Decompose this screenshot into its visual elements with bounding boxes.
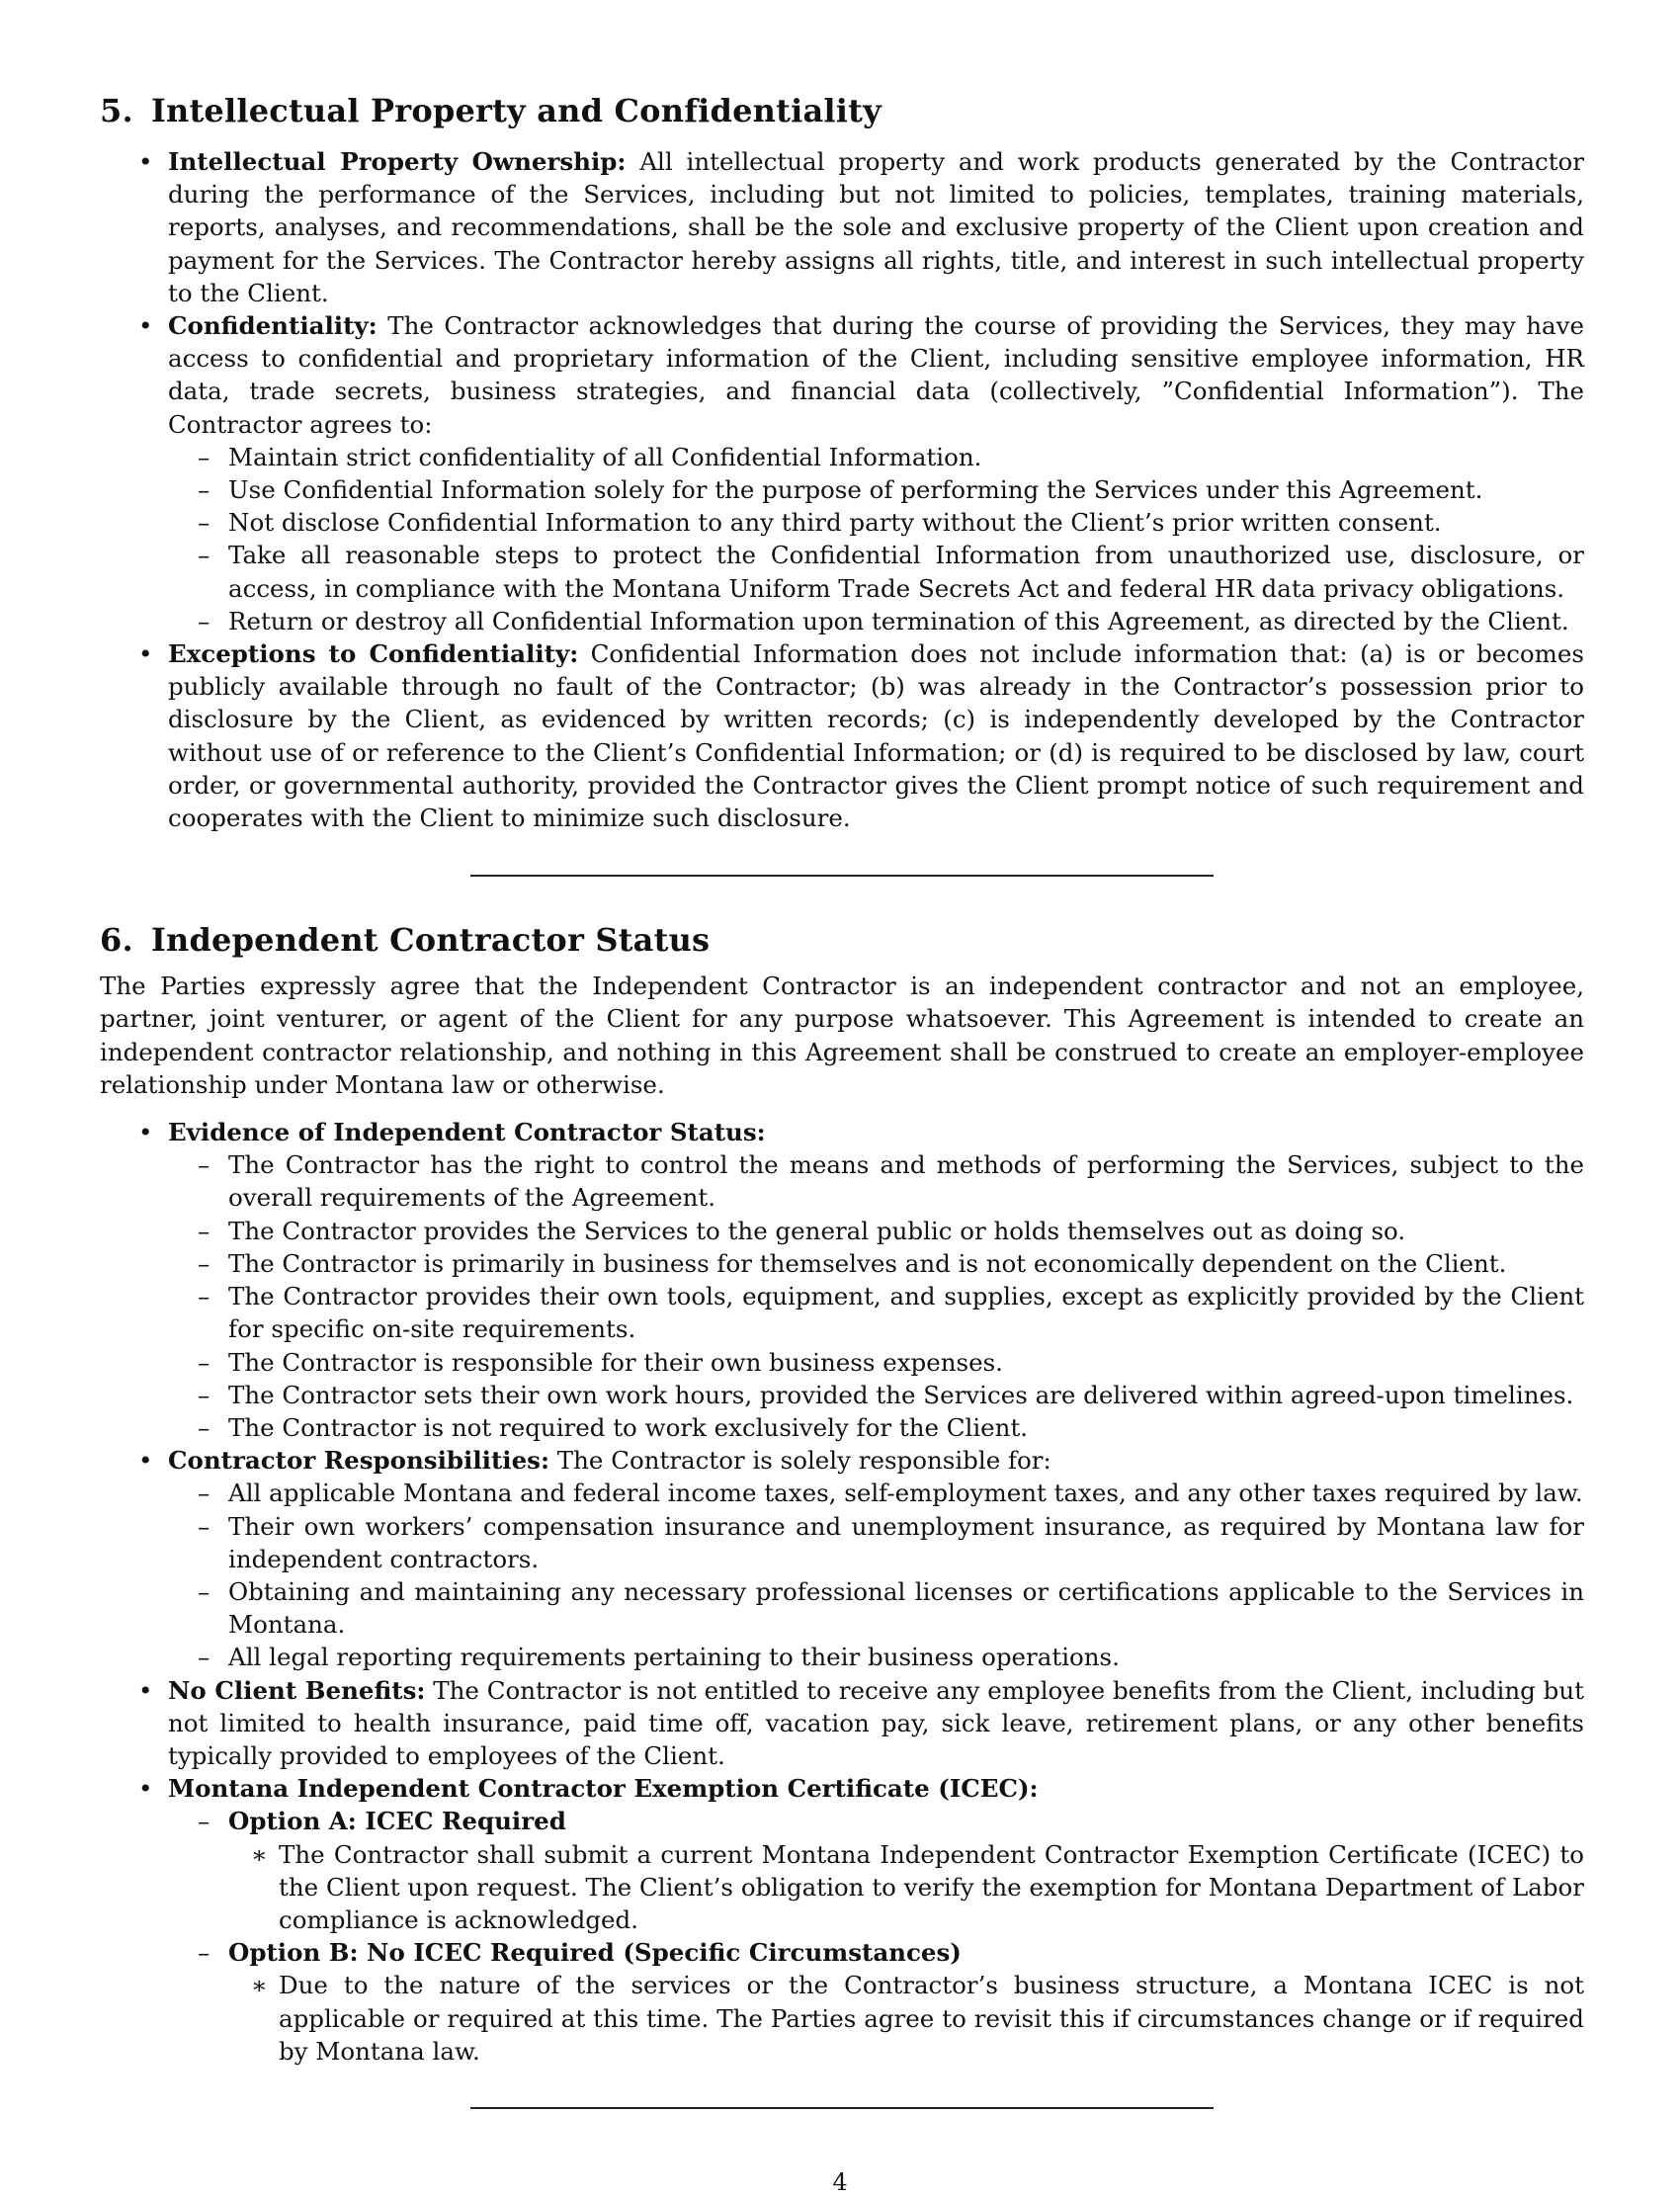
item-text: The Contractor is solely responsible for: xyxy=(549,1446,1051,1476)
list-item xyxy=(100,1444,1584,1673)
asterisk-marker: ∗ xyxy=(251,1971,268,2000)
page-number: 4 xyxy=(832,2168,848,2196)
option-label: Option A: ICEC Required xyxy=(228,1807,566,1836)
sub-item xyxy=(100,441,1584,473)
list-item xyxy=(100,1116,1584,1444)
document-page xyxy=(100,91,1584,2109)
sub-item xyxy=(100,1510,1584,1575)
sub-item-text: The Contractor has the right to control the means and methods of performing the Services, subject to the overall requirements of the Agreement. xyxy=(228,1150,1584,1213)
sub-list xyxy=(168,1148,1584,1444)
dash-marker: – xyxy=(198,1150,210,1180)
sub-item xyxy=(100,1936,1584,2068)
list-item xyxy=(100,637,1584,834)
section-heading xyxy=(100,920,1584,960)
dash-marker: – xyxy=(198,1412,210,1442)
section-title: Intellectual Property and Confidentiality xyxy=(150,92,882,129)
item-label: No Client Benefits: xyxy=(168,1675,426,1705)
sub-item-text: All legal reporting requirements pertaining to their business operations. xyxy=(228,1643,1120,1672)
bullet-marker: • xyxy=(138,311,153,341)
sub-list xyxy=(168,441,1584,637)
dash-marker: – xyxy=(198,508,210,538)
sub-item xyxy=(100,1148,1584,1214)
sub-sub-list xyxy=(228,1838,1584,1937)
sub-item-text: The Contractor is primarily in business for themselves and is not economically dependent on the Client. xyxy=(228,1248,1507,1278)
sub-list xyxy=(168,1477,1584,1673)
sub-item-text: All applicable Montana and federal income taxes, self-employment taxes, and any other taxes required by law. xyxy=(228,1479,1583,1508)
bullet-marker: • xyxy=(138,1675,153,1705)
dash-marker: – xyxy=(198,1938,210,1968)
sub-item xyxy=(100,1247,1584,1280)
bullet-marker: • xyxy=(138,147,153,176)
sub-item xyxy=(100,1379,1584,1411)
sub-item xyxy=(100,1215,1584,1247)
dash-marker: – xyxy=(198,1216,210,1245)
sub-item-text: Use Confidential Information solely for the purpose of performing the Services under this Agreement. xyxy=(228,475,1483,505)
sub-item xyxy=(100,1280,1584,1345)
sub-item-text: The Contractor sets their own work hours, provided the Services are delivered within agreed-upon timelines. xyxy=(228,1380,1574,1409)
sub-item xyxy=(100,1411,1584,1444)
horizontal-rule xyxy=(470,875,1214,877)
sub-item xyxy=(100,605,1584,637)
dash-marker: – xyxy=(198,1511,210,1541)
section-heading xyxy=(100,91,1584,130)
item-text: Confidential Information does not include information that: (a) is or becomes publicly available through no fault of the Contractor; (b) was already in the Contractor’s possession prior to disclosure by the Client, as evidenced by written records; (c) is independently developed by the Contractor without use of or reference to the Client’s Confidential Information; or (d) is required to be disclosed by law, court order, or governmental authority, provided the Contractor gives the Client prompt notice of such requirement and cooperates with the Client to minimize such disclosure. xyxy=(168,639,1584,833)
section-number: 6. xyxy=(100,921,133,960)
sub-sub-item xyxy=(100,1838,1584,1937)
sub-item-text: Take all reasonable steps to protect the Confidential Information from unauthorized use, disclosure, or access, in compliance with the Montana Uniform Trade Secrets Act and federal HR data privacy obligations. xyxy=(228,541,1584,603)
sub-item-text: Not disclose Confidential Information to any third party without the Client’s prior written consent. xyxy=(228,508,1442,538)
item-label: Montana Independent Contractor Exemption Certificate (ICEC): xyxy=(168,1774,1039,1804)
bullet-marker: • xyxy=(138,639,153,669)
item-label: Exceptions to Confidentiality: xyxy=(168,639,579,669)
sub-item-text: Return or destroy all Confidential Information upon termination of this Agreement, as directed by the Client. xyxy=(228,606,1569,635)
sub-item xyxy=(100,473,1584,506)
bullet-list xyxy=(100,145,1584,834)
dash-marker: – xyxy=(198,1282,210,1311)
item-text: The Contractor acknowledges that during the course of providing the Services, they may have access to confidential and proprietary information of the Client, including sensitive employee information, HR data, trade secrets, business strategies, and financial data (collectively, ”Confidential Information”). The Contractor agrees to: xyxy=(168,311,1584,439)
dash-marker: – xyxy=(198,475,210,505)
sub-item-text: Maintain strict confidentiality of all Confidential Information. xyxy=(228,442,982,471)
dash-marker: – xyxy=(198,1807,210,1836)
section-title: Independent Contractor Status xyxy=(150,921,711,960)
sub-item-text: The Contractor is not required to work exclusively for the Client. xyxy=(228,1412,1029,1442)
section-number: 5. xyxy=(100,92,133,129)
intro-paragraph: The Parties expressly agree that the Independent Contractor is an independent contractor and not an employee, partner, joint venturer, or agent of the Client for any purpose whatsoever. This Agreement is intended to create an independent contractor relationship, and nothing in this Agreement shall be construed to create an employer-employee relationship under Montana law or otherwise. xyxy=(100,972,1584,1099)
sub-item xyxy=(100,1641,1584,1673)
sub-item xyxy=(100,506,1584,539)
sub-item-text: The Contractor is responsible for their own business expenses. xyxy=(228,1347,1003,1377)
item-text: All intellectual property and work products generated by the Contractor during the performance of the Services, including but not limited to policies, templates, training materials, reports, analyses, and recommendations, shall be the sole and exclusive property of the Client upon creation and payment for the Services. The Contractor hereby assigns all rights, title, and interest in such intellectual property to the Client. xyxy=(168,147,1585,307)
item-label: Contractor Responsibilities: xyxy=(168,1446,549,1476)
list-item xyxy=(100,309,1584,637)
item-label: Evidence of Independent Contractor Status: xyxy=(168,1118,766,1147)
dash-marker: – xyxy=(198,606,210,635)
sub-item-text: Their own workers’ compensation insurance and unemployment insurance, as required by Montana law for independent contractors. xyxy=(228,1511,1584,1573)
dash-marker: – xyxy=(198,541,210,570)
dash-marker: – xyxy=(198,1643,210,1672)
dash-marker: – xyxy=(198,1479,210,1508)
bullet-marker: • xyxy=(138,1774,153,1804)
item-label: Intellectual Property Ownership: xyxy=(168,147,627,176)
sub-item xyxy=(100,1575,1584,1641)
list-item xyxy=(100,145,1584,309)
sub-item xyxy=(100,1805,1584,1936)
sub-item xyxy=(100,1346,1584,1379)
sub-sub-list xyxy=(228,1969,1584,2068)
sub-item-text: The Contractor provides their own tools, equipment, and supplies, except as explicitly provided by the Client for specific on-site requirements. xyxy=(228,1282,1584,1344)
list-item xyxy=(100,1674,1584,1773)
dash-marker: – xyxy=(198,1576,210,1606)
item-text: The Contractor is not entitled to receive any employee benefits from the Client, including but not limited to health insurance, paid time off, vacation pay, sick leave, retirement plans, or any other benefits typically provided to employees of the Client. xyxy=(168,1675,1584,1770)
sub-item xyxy=(100,1477,1584,1509)
sub-item-text: Obtaining and maintaining any necessary professional licenses or certifications applicable to the Services in Montana. xyxy=(228,1576,1584,1640)
bullet-marker: • xyxy=(138,1446,153,1476)
sub-item-text: The Contractor provides the Services to the general public or holds themselves out as doing so. xyxy=(228,1216,1406,1245)
sub-sub-item-text: The Contractor shall submit a current Montana Independent Contractor Exemption Certificate (ICEC) to the Client upon request. The Client’s obligation to verify the exemption for Montana Department of Labor compliance is acknowledged. xyxy=(279,1839,1584,1934)
dash-marker: – xyxy=(198,1347,210,1377)
dash-marker: – xyxy=(198,1248,210,1278)
sub-item xyxy=(100,539,1584,604)
sub-sub-item xyxy=(100,1969,1584,2068)
dash-marker: – xyxy=(198,442,210,471)
item-label: Confidentiality: xyxy=(168,311,378,341)
horizontal-rule xyxy=(470,2107,1214,2109)
sub-sub-item-text: Due to the nature of the services or the Contractor’s business structure, a Montana ICEC is not applicable or required at this time. The Parties agree to revisit this if circumstances change or if required by Montana law. xyxy=(279,1971,1584,2066)
asterisk-marker: ∗ xyxy=(251,1839,268,1869)
option-label: Option B: No ICEC Required (Specific Circumstances) xyxy=(228,1938,962,1968)
bullet-marker: • xyxy=(138,1118,153,1147)
sub-list xyxy=(168,1805,1584,2068)
list-item xyxy=(100,1772,1584,2068)
dash-marker: – xyxy=(198,1380,210,1409)
bullet-list xyxy=(100,1116,1584,2068)
